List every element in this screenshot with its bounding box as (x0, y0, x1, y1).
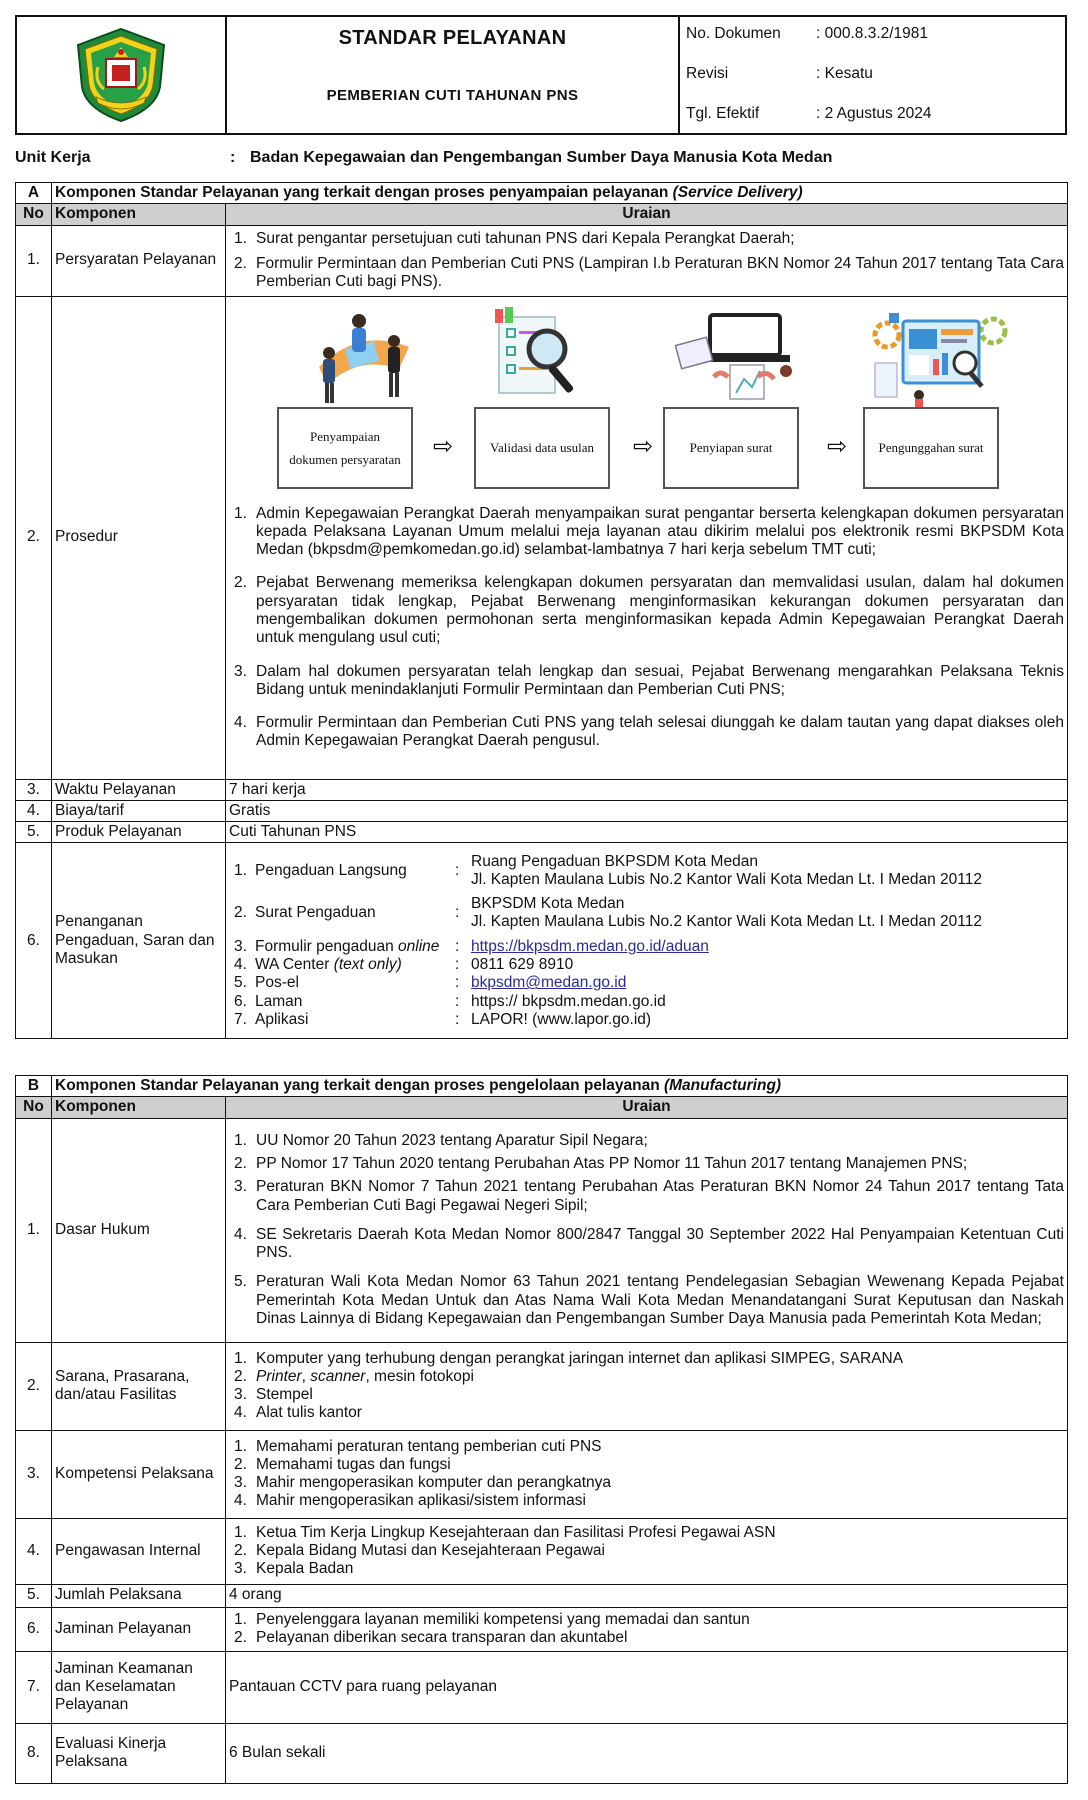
meta-value: : 2 Agustus 2024 (816, 105, 932, 122)
table-row (16, 1723, 1068, 1783)
list-item: 3. Peraturan BKN Nomor 7 Tahun 2021 tentang Perubahan Atas Peraturan BKN Nomor 24 Tahun 2017 tentang Tata Cara Pemberian Cuti Bagi Pegawai Negeri Sipil; (234, 1178, 1064, 1214)
row-component: Dasar Hukum (52, 1118, 226, 1342)
list-item: 1. Surat pengantar persetujuan cuti tahunan PNS dari Kepala Perangkat Daerah; (234, 229, 795, 247)
row-value: 4 orang (226, 1584, 1068, 1607)
email-link[interactable]: bkpsdm@medan.go.id (471, 974, 627, 992)
table-row (16, 1118, 1068, 1342)
list-item: 3. Dalam hal dokumen persyaratan telah lengkap dan sesuai, Pejabat Berwenang mengarahkan Pelaksana Teknis Bidang untuk menindaklanjuti Formulir Permintaan dan Pemberian Cuti PNS; (234, 662, 1064, 698)
list-item: 2. Printer, scanner, mesin fotokopi (234, 1367, 474, 1385)
list-item: 5. Peraturan Wali Kota Medan Nomor 63 Tahun 2021 tentang Pendelegasian Sebagian Wewenang Kepada Pejabat Pemerintah Kota Medan Untuk dan Atas Nama Wali Kota Medan Menandatangani Surat Keputusan dan Naskah Dinas Lainnya di Bidang Kepegawaian dan Pengembangan Sumber Daya Manusia pada Pemerintah Kota Medan; (234, 1273, 1064, 1328)
row-component: Pengawasan Internal (52, 1518, 226, 1584)
row-component: Produk Pelayanan (52, 822, 226, 843)
list-item: 4. SE Sekretaris Daerah Kota Medan Nomor 800/2847 Tanggal 30 September 2022 Hal Penyampaian Ketentuan Cuti PNS. (234, 1225, 1064, 1262)
meta-label: No. Dokumen (686, 25, 781, 42)
row-number: 5. (16, 822, 52, 843)
table-row (16, 1430, 1068, 1518)
table-row (16, 1651, 1068, 1723)
meta-value: : Kesatu (816, 65, 873, 82)
procedure-step-box: Penyiapan surat (663, 407, 799, 489)
table-row (16, 843, 1068, 1039)
column-header-row (16, 204, 1068, 225)
row-component: Waktu Pelayanan (52, 779, 226, 800)
row-component: Evaluasi Kinerja Pelaksana (52, 1723, 226, 1783)
row-number: 6. (16, 843, 52, 1039)
document-header (15, 15, 1067, 135)
row-number: 6. (16, 1607, 52, 1651)
document-submission-illustration-icon (299, 307, 419, 407)
channel-value: https:// bkpsdm.medan.go.id (471, 992, 666, 1010)
row-number: 4. (16, 800, 52, 821)
complaint-channel: 2. Surat Pengaduan : BKPSDM Kota Medan Jl. Kapten Maulana Lubis No.2 Kantor Wali Kota Medan Lt. I Medan 20112 (229, 895, 1064, 932)
row-number: 7. (16, 1651, 52, 1723)
row-component: Penanganan Pengaduan, Saran dan Masukan (52, 843, 226, 1039)
row-description (226, 843, 1068, 1039)
row-number: 2. (16, 1342, 52, 1430)
meta-row-tgl-efektif (686, 105, 1059, 145)
list-item: 1. Admin Kepegawaian Perangkat Daerah menyampaikan surat pengantar berserta kelengkapan dokumen persyaratan kepada Pelaksana Layanan Umum melalui meja layanan atau dikirim melalui pos elektronik resmi BKPSDM Kota Medan (bkpsdm@pemkomedan.go.id) selambat-lambatnya 7 hari kerja sebelum TMT cuti; (234, 504, 1064, 559)
procedure-flow (229, 301, 1064, 501)
row-value: Pantauan CCTV para ruang pelayanan (226, 1651, 1068, 1723)
col-no: No (16, 204, 52, 225)
unit-kerja-colon: : (230, 149, 236, 166)
complaint-channel: 4. WA Center (text only) : 0811 629 8910 (229, 956, 1064, 974)
arrow-right-icon: ⇨ (633, 432, 654, 460)
list-item: 4. Mahir mengoperasikan aplikasi/sistem informasi (234, 1492, 586, 1510)
table-row (16, 1342, 1068, 1430)
logo-cell (17, 17, 227, 133)
document-meta (680, 17, 1065, 133)
table-row (16, 296, 1068, 779)
meta-row-no-dokumen (686, 25, 1059, 65)
section-title-em: (Manufacturing) (663, 1077, 782, 1094)
table-row (16, 1518, 1068, 1584)
list-item: 2. Pelayanan diberikan secara transparan dan akuntabel (234, 1629, 628, 1647)
row-value: Cuti Tahunan PNS (226, 822, 1068, 843)
section-b-table (15, 1075, 1068, 1784)
channel-value: LAPOR! (www.lapor.go.id) (471, 1010, 652, 1028)
row-component: Persyaratan Pelayanan (52, 225, 226, 296)
row-number: 5. (16, 1584, 52, 1607)
complaint-channel: 6. Laman : https:// bkpsdm.medan.go.id (229, 993, 1064, 1011)
table-row (16, 225, 1068, 296)
complaint-form-link[interactable]: https://bkpsdm.medan.go.id/aduan (471, 937, 709, 955)
channel-value: BKPSDM Kota Medan (471, 895, 625, 913)
row-description (226, 1607, 1068, 1651)
document-title: STANDAR PELAYANAN (338, 27, 567, 49)
complaint-channel: 7. Aplikasi : LAPOR! (www.lapor.go.id) (229, 1011, 1064, 1029)
channel-value: Ruang Pengaduan BKPSDM Kota Medan (471, 852, 758, 870)
arrow-right-icon: ⇨ (827, 432, 848, 460)
table-row (16, 822, 1068, 843)
col-komponen: Komponen (52, 204, 226, 225)
col-uraian: Uraian (226, 1097, 1068, 1118)
row-number: 3. (16, 1430, 52, 1518)
list-item: 1. Ketua Tim Kerja Lingkup Kesejahteraan dan Fasilitasi Profesi Pegawai ASN (234, 1523, 776, 1541)
row-description (226, 296, 1068, 779)
meta-label: Revisi (686, 65, 729, 82)
meta-label: Tgl. Efektif (686, 105, 760, 122)
complaint-channel: 3. Formulir pengaduan online : https://bkpsdm.medan.go.id/aduan (229, 938, 1064, 956)
list-item: 1. Memahami peraturan tentang pemberian cuti PNS (234, 1437, 602, 1455)
table-row (16, 1607, 1068, 1651)
row-value: Gratis (226, 800, 1068, 821)
list-item: 3. Mahir mengoperasikan komputer dan perangkatnya (234, 1474, 611, 1492)
channel-label: Laman (255, 992, 303, 1010)
procedure-step-box: Pengunggahan surat (863, 407, 999, 489)
section-title-text: Komponen Standar Pelayanan yang terkait dengan proses pengelolaan pelayanan (55, 1077, 664, 1094)
col-komponen: Komponen (52, 1097, 226, 1118)
channel-value: Jl. Kapten Maulana Lubis No.2 Kantor Wali Kota Medan Lt. I Medan 20112 (471, 913, 982, 931)
row-description (226, 1518, 1068, 1584)
row-value: 6 Bulan sekali (226, 1723, 1068, 1783)
list-item: 2. Pejabat Berwenang memeriksa kelengkapan dokumen persyaratan dan memvalidasi usulan, dalam hal dokumen persyaratan tidak lengkap, Pejabat Berwenang menginformasikan kekurangan dokumen persyaratan dan mengembalikan dokumen permohonan serta menginformasikan kepada Admin Kepegawaian Perangkat Daerah untuk mengulang usul cuti; (234, 574, 1064, 647)
channel-label: Surat Pengaduan (255, 904, 376, 922)
row-number: 8. (16, 1723, 52, 1783)
complaint-channel: 5. Pos-el : bkpsdm@medan.go.id (229, 974, 1064, 992)
row-component: Biaya/tarif (52, 800, 226, 821)
header-title-cell (227, 17, 680, 133)
section-b-title (52, 1076, 1068, 1097)
laptop-letter-preparation-illustration-icon (674, 307, 804, 407)
list-item: 1. UU Nomor 20 Tahun 2023 tentang Aparatur Sipil Negara; (234, 1131, 648, 1149)
row-description (226, 1118, 1068, 1342)
kota-medan-crest-icon (76, 27, 166, 123)
list-item: 2. PP Nomor 17 Tahun 2020 tentang Perubahan Atas PP Nomor 11 Tahun 2017 tentang Manajemen PNS; (234, 1155, 968, 1173)
list-item: 3. Kepala Badan (234, 1560, 354, 1578)
list-item: 1. Penyelenggara layanan memiliki kompetensi yang memadai dan santun (234, 1610, 750, 1628)
row-number: 1. (16, 225, 52, 296)
document-subtitle: PEMBERIAN CUTI TAHUNAN PNS (326, 87, 579, 104)
row-number: 3. (16, 779, 52, 800)
table-row (16, 1584, 1068, 1607)
row-description (226, 225, 1068, 296)
section-a-header (16, 183, 1068, 204)
section-a-table (15, 182, 1068, 1039)
row-number: 2. (16, 296, 52, 779)
row-number: 4. (16, 1518, 52, 1584)
complaint-channel: 1. Pengaduan Langsung : Ruang Pengaduan BKPSDM Kota Medan Jl. Kapten Maulana Lubis No.2 Kantor Wali Kota Medan Lt. I Medan 20112 (229, 853, 1064, 890)
list-item: 4. Formulir Permintaan dan Pemberian Cuti PNS yang telah selesai diunggah ke dalam tautan yang dapat diakses oleh Admin Kepegawaian Perangkat Daerah pengusul. (234, 714, 1064, 750)
section-letter: B (16, 1076, 52, 1097)
channel-label: WA Center (text only) (255, 956, 402, 974)
row-description (226, 1430, 1068, 1518)
list-item: 3. Stempel (234, 1386, 313, 1404)
table-row (16, 800, 1068, 821)
section-letter: A (16, 183, 52, 204)
section-title-em: (Service Delivery) (672, 184, 803, 201)
row-component: Kompetensi Pelaksana (52, 1430, 226, 1518)
procedure-step-box: Penyampaian dokumen persyaratan (277, 407, 413, 489)
list-item: 2. Kepala Bidang Mutasi dan Kesejahteraan Pegawai (234, 1541, 605, 1559)
section-a-title (52, 183, 1068, 204)
unit-kerja (15, 149, 1067, 167)
list-item: 4. Alat tulis kantor (234, 1404, 362, 1422)
channel-value: Jl. Kapten Maulana Lubis No.2 Kantor Wali Kota Medan Lt. I Medan 20112 (471, 870, 982, 888)
unit-kerja-label: Unit Kerja (15, 149, 91, 166)
channel-label: Pengaduan Langsung (255, 861, 407, 879)
list-item: 2. Memahami tugas dan fungsi (234, 1455, 451, 1473)
arrow-right-icon: ⇨ (433, 432, 454, 460)
channel-label: Aplikasi (255, 1010, 309, 1028)
procedure-step-box: Validasi data usulan (474, 407, 610, 489)
channel-label: Formulir pengaduan online (255, 937, 440, 955)
row-description (226, 1342, 1068, 1430)
row-number: 1. (16, 1118, 52, 1342)
section-b-header (16, 1076, 1068, 1097)
row-value: 7 hari kerja (226, 779, 1068, 800)
upload-dashboard-illustration-icon (869, 307, 1009, 407)
col-uraian: Uraian (226, 204, 1068, 225)
list-item: 1. Komputer yang terhubung dengan perangkat jaringan internet dan aplikasi SIMPEG, SARANA (234, 1349, 904, 1367)
meta-row-revisi (686, 65, 1059, 105)
channel-value: 0811 629 8910 (471, 956, 574, 974)
table-row (16, 779, 1068, 800)
channel-label: Pos-el (255, 974, 299, 992)
section-title-text: Komponen Standar Pelayanan yang terkait dengan proses penyampaian pelayanan (55, 184, 673, 201)
column-header-row (16, 1097, 1068, 1118)
magnifier-validation-illustration-icon (491, 307, 591, 407)
row-component: Sarana, Prasarana, dan/atau Fasilitas (52, 1342, 226, 1430)
list-item: 2. Formulir Permintaan dan Pemberian Cuti PNS (Lampiran I.b Peraturan BKN Nomor 24 Tahun 2017 tentang Tata Cara Pemberian Cuti bagi PNS). (234, 254, 1064, 291)
row-component: Jaminan Keamanan dan Keselamatan Pelayanan (52, 1651, 226, 1723)
col-no: No (16, 1097, 52, 1118)
meta-value: : 000.8.3.2/1981 (816, 25, 929, 42)
unit-kerja-value: Badan Kepegawaian dan Pengembangan Sumber Daya Manusia Kota Medan (250, 149, 833, 166)
row-component: Prosedur (52, 296, 226, 779)
row-component: Jumlah Pelaksana (52, 1584, 226, 1607)
row-component: Jaminan Pelayanan (52, 1607, 226, 1651)
